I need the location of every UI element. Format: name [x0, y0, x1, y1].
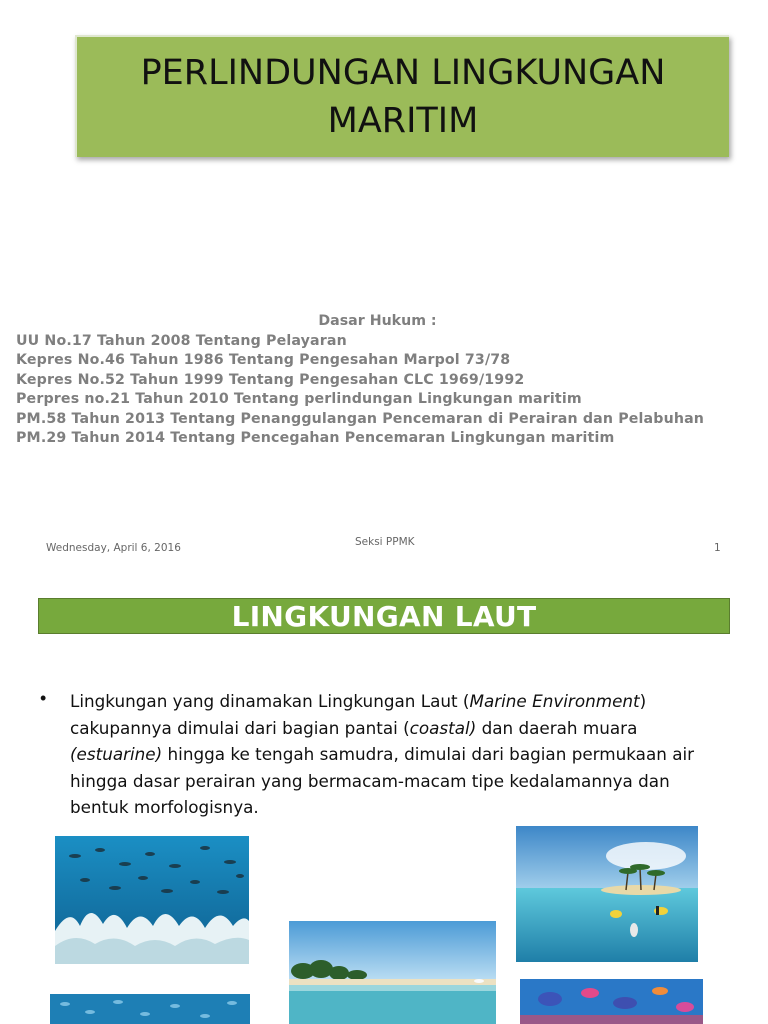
italic-term: Marine Environment	[469, 691, 640, 711]
legal-item: Perpres no.21 Tahun 2010 Tentang perlindungan Lingkungan maritim	[16, 391, 582, 407]
legal-item: PM.29 Tahun 2014 Tentang Pencegahan Pencemaran Lingkungan maritim	[16, 430, 615, 446]
text-run: dan daerah muara	[476, 717, 638, 738]
text-run: ) cakupannya dimulai dari bagian pantai (	[70, 691, 647, 738]
section-title: LINGKUNGAN LAUT	[231, 599, 537, 633]
legal-item: UU No.17 Tahun 2008 Tentang Pelayaran	[16, 332, 347, 349]
text-run: Lingkungan yang dinamakan Lingkungan Laut (	[70, 691, 470, 711]
coral-reef-fish-photo	[55, 836, 249, 964]
page-number: 1	[714, 542, 721, 554]
footer-date: Wednesday, April 6, 2016	[46, 542, 181, 554]
legal-heading: Dasar Hukum :	[318, 313, 437, 329]
bullet-point	[38, 688, 718, 821]
legal-item: Kepres No.52 Tahun 1999 Tentang Pengesahan CLC 1969/1992	[16, 371, 525, 388]
slide-title: PERLINDUNGAN LINGKUNGAN MARITIM	[140, 53, 666, 141]
text-run: hingga ke tengah samudra, dimulai dari bagian permukaan air hingga dasar perairan yang bermacam-macam tipe kedalamannya dan bentuk morfologisnya.	[70, 744, 695, 817]
section-banner	[38, 598, 730, 634]
bullet-text	[70, 688, 710, 821]
italic-term: coastal)	[409, 717, 477, 738]
beach-shore-photo	[289, 921, 496, 1024]
legal-basis-block	[16, 312, 761, 449]
footer-section: Seksi PPMK	[355, 536, 415, 548]
fish-school-photo	[50, 994, 250, 1024]
italic-term: (estuarine)	[70, 744, 163, 764]
slide-2	[0, 576, 768, 1024]
bullet-icon: •	[40, 688, 47, 708]
title-banner	[75, 35, 729, 157]
legal-item: Kepres No.46 Tahun 1986 Tentang Pengesahan Marpol 73/78	[16, 352, 511, 368]
legal-item: PM.58 Tahun 2013 Tentang Penanggulangan Pencemaran di Perairan dan Pelabuhan	[16, 410, 705, 427]
tropical-island-photo	[516, 826, 698, 962]
reef-fish-photo	[520, 979, 703, 1024]
